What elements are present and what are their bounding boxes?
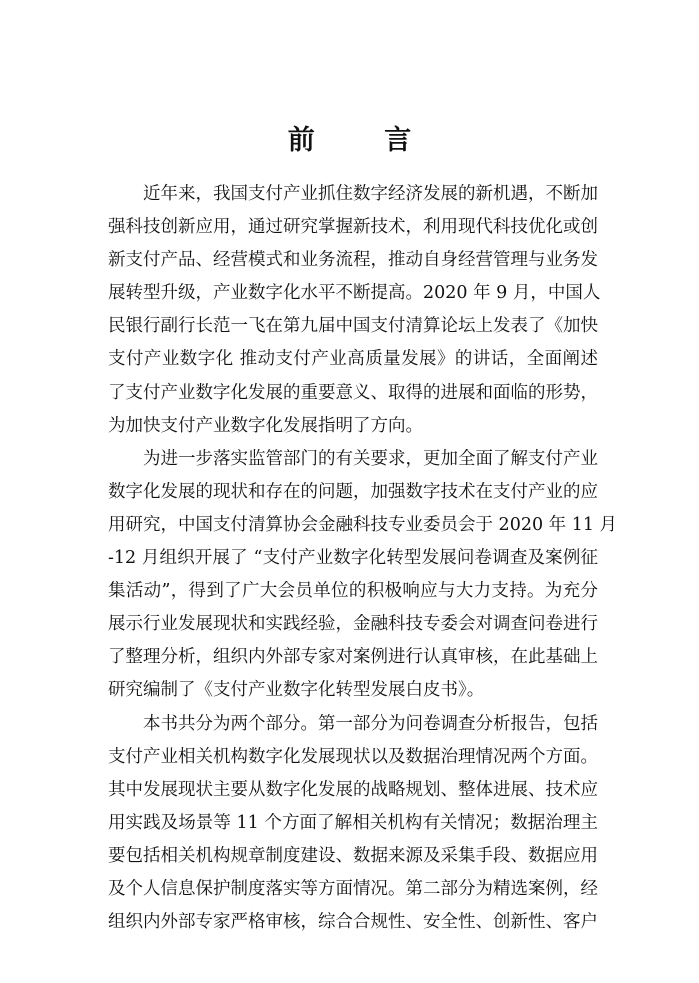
- text-line: 展示行业发展现状和实践经验，金融科技专委会对调查问卷进行: [108, 614, 598, 635]
- page-title: 前 言: [287, 125, 442, 156]
- text-line: 为进一步落实监管部门的有关要求，更加全面了解支付产业: [143, 448, 598, 469]
- text-line: 用实践及场景等 11 个方面了解相关机构有关情况；数据治理主: [108, 812, 598, 833]
- text-line: 为加快支付产业数字化发展指明了方向。: [108, 415, 423, 436]
- text-line: 新支付产品、经营模式和业务流程，推动自身经营管理与业务发: [108, 250, 598, 271]
- text-line: 近年来，我国支付产业抓住数字经济发展的新机遇，不断加: [143, 184, 598, 204]
- text-line: 组织内外部专家严格审核，综合合规性、安全性、创新性、客户: [108, 912, 598, 933]
- text-line: 其中发展现状主要从数字化发展的战略规划、整体进展、技术应: [108, 779, 598, 800]
- text-line: 及个人信息保护制度落实等方面情况。第二部分为精选案例，经: [108, 878, 598, 899]
- text-line: 本书共分为两个部分。第一部分为问卷调查分析报告，包括: [143, 713, 598, 734]
- text-line: 强科技创新应用，通过研究掌握新技术，利用现代科技优化或创: [108, 217, 598, 238]
- text-line: 集活动”，得到了广大会员单位的积极响应与大力支持。为充分: [108, 581, 598, 602]
- text-line: 要包括相关机构规章制度建设、数据来源及采集手段、数据应用: [108, 845, 598, 866]
- text-line: 了支付产业数字化发展的重要意义、取得的进展和面临的形势，: [108, 382, 598, 403]
- text-line: 展转型升级，产业数字化水平不断提高。2020 年 9 月，中国人: [108, 283, 601, 304]
- text-line: 用研究，中国支付清算协会金融科技专业委员会于 2020 年 11 月: [108, 514, 618, 535]
- text-line: 了整理分析，组织内外部专家对案例进行认真审核，在此基础上: [108, 647, 598, 668]
- text-line: 支付产业相关机构数字化发展现状以及数据治理情况两个方面。: [108, 746, 598, 767]
- text-line: 民银行副行长范一飞在第九届中国支付清算论坛上发表了《加快: [108, 316, 598, 337]
- text-line: -12 月组织开展了 “支付产业数字化转型发展问卷调查及案例征: [108, 548, 598, 569]
- text-line: 支付产业数字化 推动支付产业高质量发展》的讲话，全面阐述: [108, 349, 598, 370]
- preface-body: [108, 178, 618, 939]
- text-line: 数字化发展的现状和存在的问题，加强数字技术在支付产业的应: [108, 481, 598, 502]
- text-line: 研究编制了《支付产业数字化转型发展白皮书》。: [108, 680, 485, 701]
